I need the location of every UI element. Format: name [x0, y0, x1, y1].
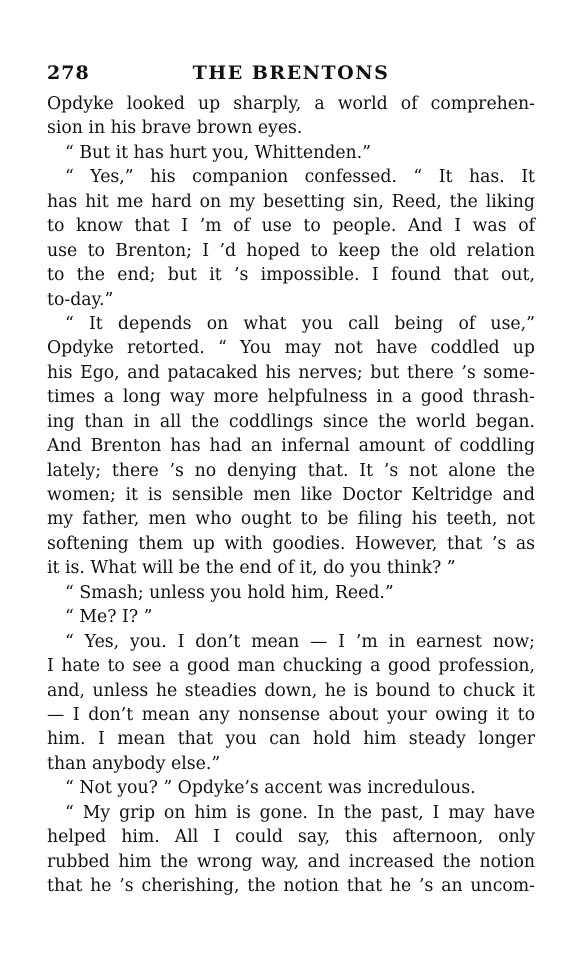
body-text [47, 92, 535, 898]
text-line: him. I mean that you can hold him steady longer [47, 729, 535, 750]
text-line: rubbed him the wrong way, and increased the notion [47, 851, 535, 872]
text-line: Opdyke retorted. “ You may not have coddled up [47, 338, 535, 359]
text-line: has hit me hard on my besetting sin, Reed, the liking [47, 191, 535, 212]
text-line: “ Yes,” his companion confessed. “ It has. It [65, 167, 535, 188]
running-head: THE BRENTONS [192, 62, 390, 84]
text-line: ing than in all the coddlings since the world began. [47, 411, 535, 432]
text-line: to-day.” [47, 289, 114, 310]
text-line: And Brenton has had an infernal amount of coddling [47, 436, 535, 457]
text-line: Opdyke looked up sharply, a world of comprehen- [47, 94, 535, 114]
text-line: “ Me? I? ” [65, 607, 153, 628]
text-line: that he ’s cherishing, the notion that he ’s an uncom- [47, 876, 535, 896]
text-line: — I don’t mean any nonsense about your owing it to [47, 704, 535, 725]
text-line: sion in his brave brown eyes. [47, 118, 303, 139]
text-line: it is. What will be the end of it, do you think? ” [47, 558, 456, 579]
text-line: his Ego, and patacaked his nerves; but there ’s some- [47, 362, 535, 383]
text-line: “ Smash; unless you hold him, Reed.” [65, 582, 394, 603]
page-header [47, 60, 535, 92]
page-number: 278 [47, 62, 90, 84]
text-line: “ But it has hurt you, Whittenden.” [65, 142, 372, 163]
text-line: “ Yes, you. I don’t mean — I ’m in earnest now; [65, 631, 535, 652]
text-line: use to Brenton; I ’d hoped to keep the old relation [47, 240, 535, 261]
text-line: helped him. All I could say, this afternoon, only [47, 827, 535, 848]
text-line: softening them up with goodies. However, that ’s as [47, 533, 535, 554]
text-line: my father, men who ought to be filing his teeth, not [47, 509, 535, 530]
text-line: to the end; but it ’s impossible. I found that out, [47, 265, 535, 286]
text-line: “ My grip on him is gone. In the past, I may have [65, 802, 535, 823]
text-line: to know that I ’m of use to people. And I was of [47, 216, 535, 237]
text-line: I hate to see a good man chucking a good profession, [47, 656, 535, 677]
text-line: and, unless he steadies down, he is bound to chuck it [47, 680, 535, 701]
text-line: times a long way more helpfulness in a good thrash- [47, 387, 535, 408]
text-line: “ Not you? ” Opdyke’s accent was incredulous. [65, 778, 476, 799]
text-line: women; it is sensible men like Doctor Keltridge and [47, 485, 535, 505]
text-line: “ It depends on what you call being of use,” [65, 313, 535, 334]
text-line: lately; there ’s no denying that. It ’s not alone the [47, 460, 535, 481]
text-line: than anybody else.” [47, 753, 221, 774]
book-page [47, 60, 535, 898]
